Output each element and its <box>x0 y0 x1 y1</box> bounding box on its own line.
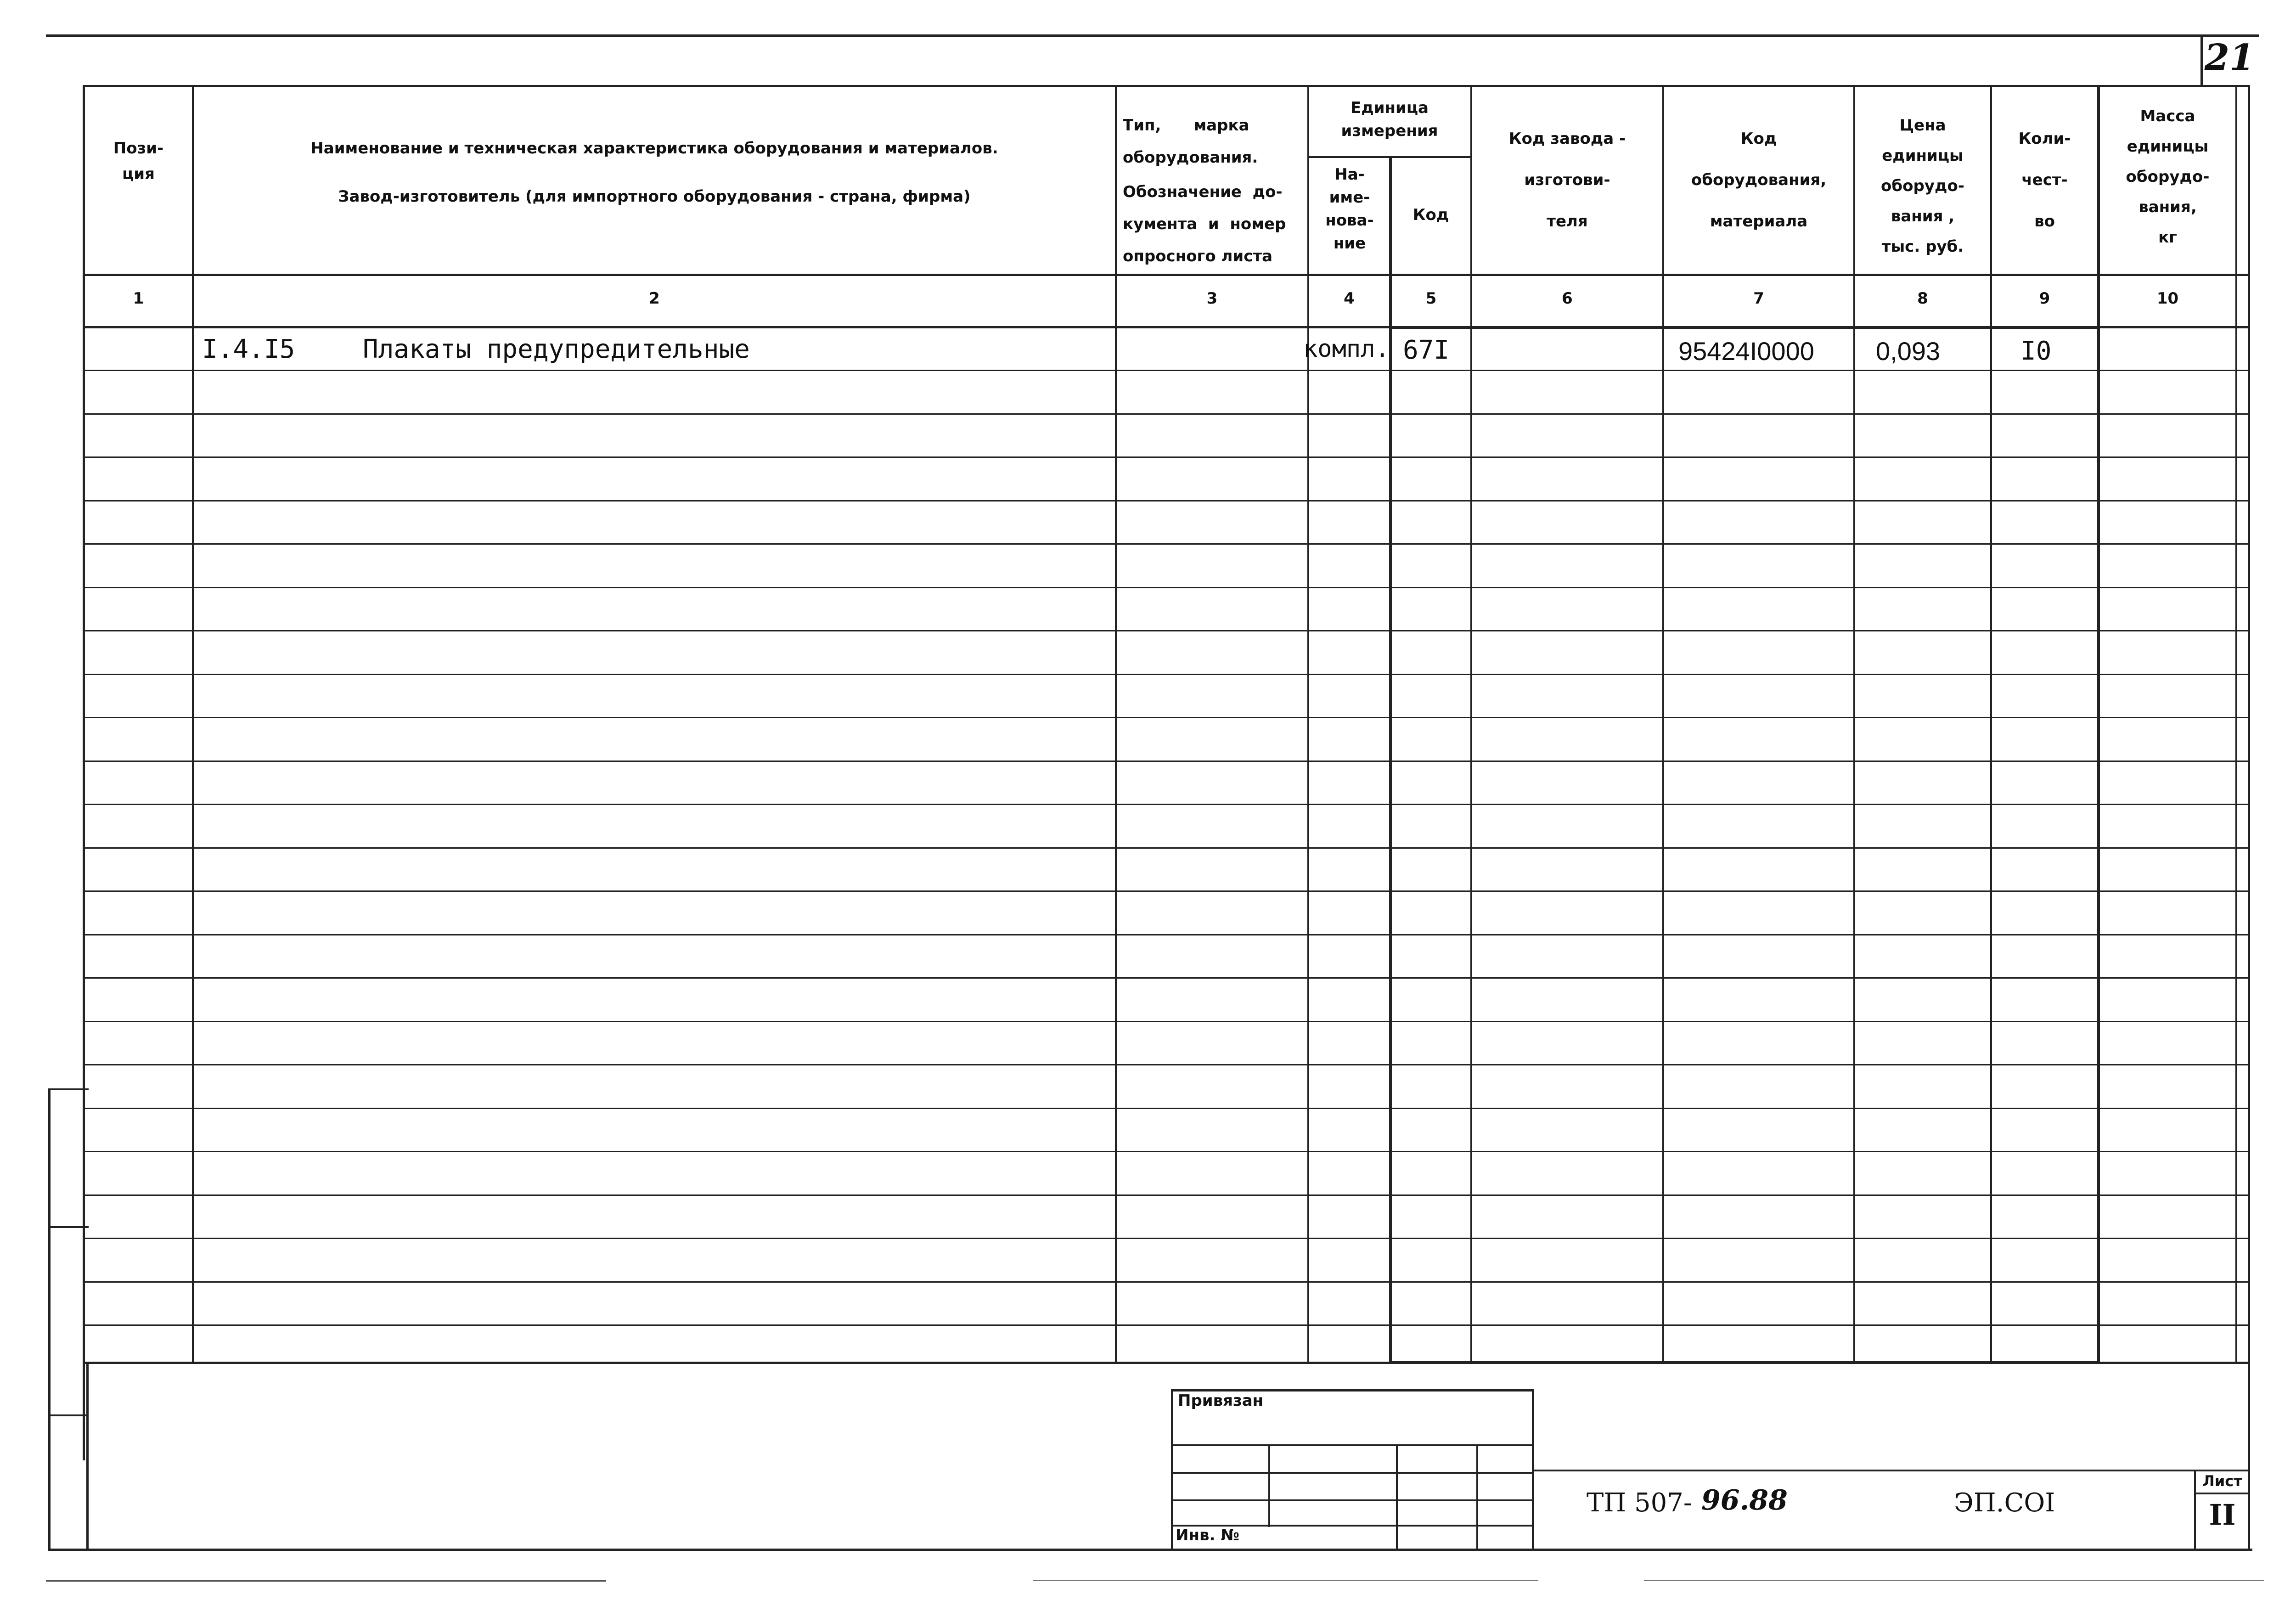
corner-page-number: 21 <box>2204 37 2255 79</box>
vline-after-col3 <box>1307 85 1309 1364</box>
header-type-line5: опросного листа <box>1123 247 1273 265</box>
row-line <box>83 413 2250 415</box>
row-line <box>83 977 2250 979</box>
row-line <box>83 1108 2250 1109</box>
row-line <box>83 456 2250 458</box>
vline-after-col7 <box>1853 85 1855 1364</box>
row-line <box>83 1194 2250 1196</box>
row-line <box>83 1324 2250 1326</box>
stamp-grid-h1 <box>1171 1444 1534 1446</box>
stamp-grid-v2 <box>1396 1444 1398 1550</box>
column-number-7: 7 <box>1753 289 1764 308</box>
stamp-grid-v3 <box>1476 1444 1478 1550</box>
row-price: 0,093 <box>1876 337 1941 366</box>
header-name-line2: Завод-изготовитель (для импортного оборудования - страна, фирма) <box>338 187 971 206</box>
column-number-10: 10 <box>2156 289 2179 308</box>
row-line <box>83 370 2250 371</box>
table-bottom-line <box>83 1362 2250 1364</box>
bottom-scan-line-3 <box>1644 1580 2264 1581</box>
column-number-2: 2 <box>649 289 660 308</box>
header-type-line4: кумента и номер <box>1123 215 1286 233</box>
header-type-line1: Тип, марка <box>1123 116 1249 135</box>
header-mass: Масса единицы оборудо- вания, кг <box>2126 107 2210 247</box>
row-line <box>83 804 2250 805</box>
row-item-name: Плакаты предупредительные <box>363 334 750 364</box>
column-number-3: 3 <box>1206 289 1218 308</box>
stamp-sheet-label: Лист <box>2202 1472 2242 1490</box>
vline-after-col2 <box>1115 85 1117 1364</box>
vline-after-col1 <box>192 85 194 1364</box>
binding-box-right <box>48 1088 51 1550</box>
header-type-line2: оборудования. <box>1123 148 1258 167</box>
stamp-grid-v1 <box>1268 1444 1270 1527</box>
column-number-9: 9 <box>2039 289 2050 308</box>
header-unit-name: На- име- нова- ние <box>1325 165 1374 253</box>
row-line <box>83 630 2250 631</box>
header-type-line3: Обозначение до- <box>1123 183 1283 201</box>
frame-top <box>83 85 2250 87</box>
header-position: Пози- ция <box>113 139 164 183</box>
header-material-code: Код оборудования, материала <box>1691 130 1827 231</box>
header-name-line1: Наименование и техническая характеристика оборудования и материалов. <box>310 139 998 158</box>
bold-block-top <box>1389 326 2100 329</box>
row-line <box>83 543 2250 545</box>
vline-after-col6 <box>1662 85 1664 1364</box>
stamp-doc-mark: ЭП.СОI <box>1954 1488 2055 1518</box>
frame-bottom <box>48 1549 2252 1551</box>
header-quantity: Коли- чест- во <box>2018 130 2071 231</box>
row-line <box>83 934 2250 935</box>
row-line <box>83 500 2250 501</box>
corner-box-left <box>2200 34 2203 87</box>
row-line <box>83 1281 2250 1283</box>
row-unit-name: компл. <box>1303 335 1390 363</box>
stamp-doc-code-hand: 96.88 <box>1701 1484 1788 1516</box>
stamp-doc-code-prefix: ТП 507- <box>1587 1488 1692 1518</box>
binding-tick-2 <box>48 1226 89 1228</box>
stamp-sheet-number: II <box>2209 1498 2236 1532</box>
row-line <box>83 1238 2250 1239</box>
vline-after-col4 <box>1389 156 1392 1364</box>
frame-left-lower <box>86 1362 89 1550</box>
stamp-bound-label: Привязан <box>1178 1392 1264 1410</box>
column-number-6: 6 <box>1562 289 1573 308</box>
row-line <box>83 847 2250 849</box>
column-number-5: 5 <box>1425 289 1437 308</box>
header-unit-group: Единица измерения <box>1341 99 1438 140</box>
row-line <box>83 717 2250 718</box>
stamp-sheet-box-mid <box>2194 1493 2249 1494</box>
stamp-doc-top <box>1532 1470 2248 1471</box>
column-number-1: 1 <box>133 289 144 308</box>
stamp-inv-label: Инв. № <box>1176 1526 1240 1544</box>
bottom-scan-line <box>46 1580 606 1582</box>
row-quantity: I0 <box>2020 336 2052 366</box>
binding-tick-1 <box>48 1088 89 1090</box>
header-price: Цена единицы оборудо- вания , тыс. руб. <box>1881 116 1964 256</box>
row-unit-code: 67I <box>1403 335 1450 365</box>
row-line <box>83 761 2250 762</box>
stamp-grid-h3 <box>1171 1499 1534 1501</box>
row-line <box>83 587 2250 588</box>
header-bottom-line <box>83 274 2250 276</box>
row-line <box>83 674 2250 675</box>
row-line <box>83 1064 2250 1065</box>
vline-after-col9 <box>2097 85 2100 1364</box>
vline-after-col5 <box>1470 85 1472 1364</box>
vline-right-inner <box>2235 85 2237 1364</box>
header-unit-code: Код <box>1412 206 1449 224</box>
row-line <box>83 1151 2250 1152</box>
column-number-4: 4 <box>1344 289 1355 308</box>
frame-right <box>2248 85 2250 1460</box>
vline-after-col8 <box>1990 85 1992 1364</box>
stamp-grid-h2 <box>1171 1472 1534 1474</box>
row-item-code: I.4.I5 <box>202 334 295 364</box>
binding-tick-3 <box>48 1414 89 1416</box>
column-number-8: 8 <box>1917 289 1928 308</box>
row-material-code: 95424I0000 <box>1678 337 1814 366</box>
unit-group-divider <box>1307 156 1470 158</box>
row-line <box>83 1021 2250 1022</box>
bottom-scan-line-2 <box>1033 1580 1538 1581</box>
header-plant-code: Код завода - изготови- теля <box>1508 130 1626 231</box>
top-border-line <box>46 34 2259 37</box>
row-line <box>83 890 2250 892</box>
